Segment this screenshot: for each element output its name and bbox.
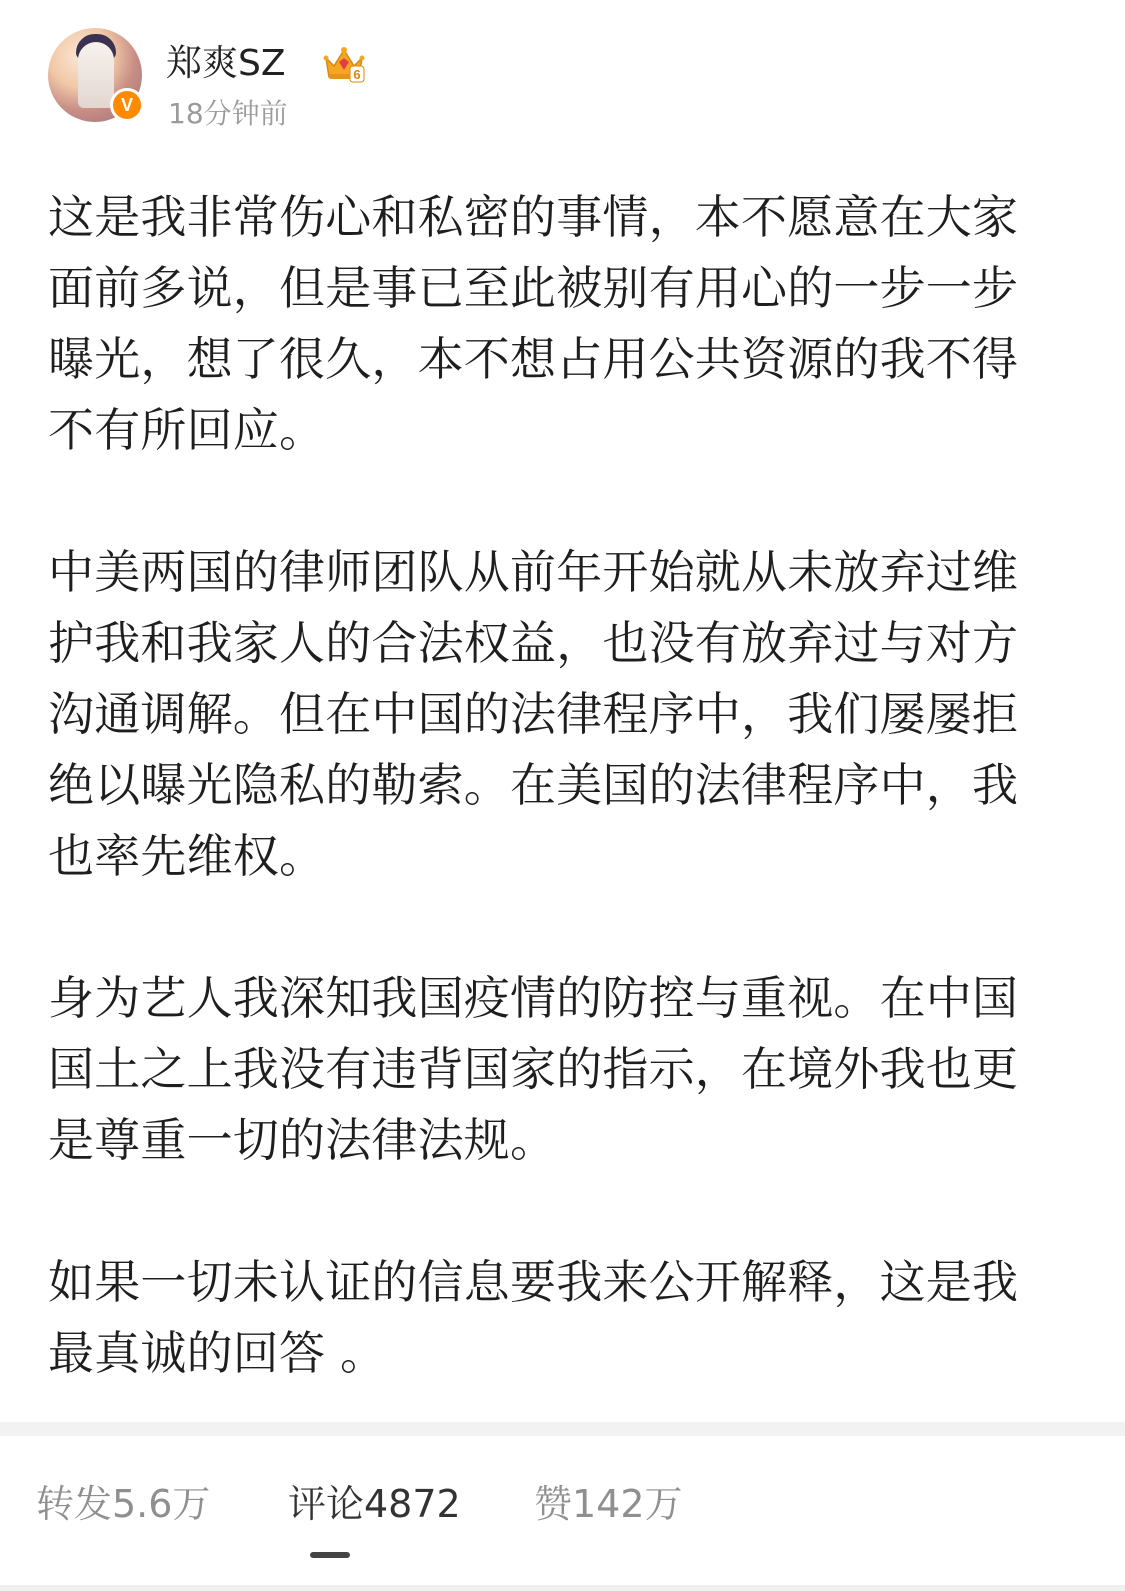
post-content [48, 182, 1048, 1389]
post-action-tabs [0, 1422, 1125, 1591]
post-header [48, 26, 1048, 136]
bottom-divider [0, 1585, 1125, 1591]
crown-level-label: 6 [353, 67, 361, 82]
post-paragraph: 这是我非常伤心和私密的事情，本不愿意在大家面前多说，但是事已至此被别有用心的一步一步曝光，想了很久，本不想占用公共资源的我不得不有所回应。 [48, 190, 1019, 457]
avatar-figure-shape [78, 42, 114, 108]
verified-badge-icon: V [110, 88, 144, 122]
post-paragraph: 中美两国的律师团队从前年开始就从未放弃过维护我和我家人的合法权益，也没有放弃过与对方沟通调解。但在中国的法律程序中，我们屡屡拒绝以曝光隐私的勒索。在美国的法律程序中，我也率先维权。 [48, 545, 1019, 883]
post-paragraph: 如果一切未认证的信息要我来公开解释，这是我最真诚的回答 。 [48, 1255, 1019, 1380]
tab-like[interactable]: 赞142万 [534, 1482, 683, 1526]
tab-repost[interactable]: 转发5.6万 [36, 1482, 211, 1526]
crown-icon[interactable] [322, 44, 366, 84]
post-paragraph: 身为艺人我深知我国疫情的防控与重视。在中国国土之上我没有违背国家的指示，在境外我也更是尊重一切的法律法规。 [48, 971, 1019, 1167]
tab-comment[interactable]: 评论4872 [288, 1482, 461, 1526]
active-tab-indicator [310, 1552, 350, 1558]
username[interactable]: 郑爽SZ [166, 43, 286, 84]
post-timestamp: 18分钟前 [168, 97, 288, 130]
